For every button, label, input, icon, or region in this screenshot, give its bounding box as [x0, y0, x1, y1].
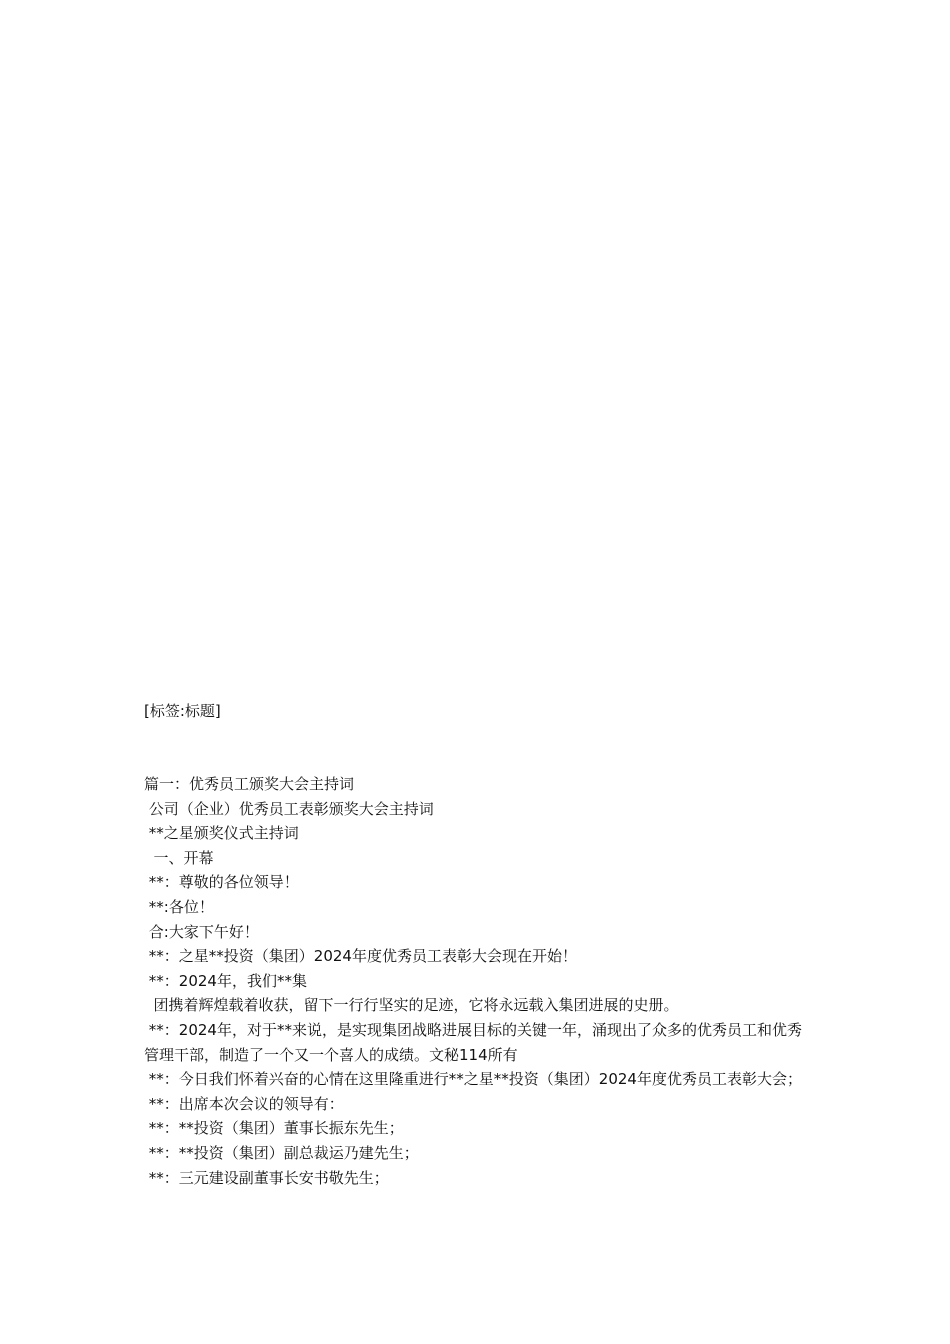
- paragraph: 公司（企业）优秀员工表彰颁奖大会主持词: [144, 799, 434, 818]
- paragraph: **：**投资（集团）副总裁运乃建先生；: [144, 1143, 419, 1162]
- section-heading: 篇一：优秀员工颁奖大会主持词: [144, 775, 355, 793]
- paragraph: **之星颁奖仪式主持词: [144, 824, 299, 843]
- paragraph: 一、开幕: [144, 848, 214, 867]
- paragraph: **：今日我们怀着兴奋的心情在这里隆重进行**之星**投资（集团）2024年度优秀员工表彰大会；: [144, 1070, 802, 1089]
- paragraph: **：2024年，我们**集: [144, 971, 307, 990]
- paragraph: **：三元建设副董事长安书敬先生；: [144, 1168, 389, 1187]
- paragraph: 团携着辉煌载着收获，留下一行行坚实的足迹，它将永远载入集团进展的史册。: [144, 996, 679, 1015]
- paragraph: **：之星**投资（集团）2024年度优秀员工表彰大会现在开始！: [144, 947, 577, 966]
- tag-label: [标签:标题]: [144, 702, 221, 720]
- paragraph: **：尊敬的各位领导！: [144, 873, 299, 892]
- paragraph: **：出席本次会议的领导有：: [144, 1094, 344, 1113]
- paragraph: **:各位！: [144, 897, 214, 916]
- paragraph: 合:大家下午好！: [144, 922, 259, 941]
- paragraph: **：**投资（集团）董事长振东先生；: [144, 1119, 404, 1138]
- document-body: [144, 772, 812, 1190]
- paragraph: **：2024年，对于**来说，是实现集团战略进展目标的关键一年，涌现出了众多的优秀员工和优秀管理干部，制造了一个又一个喜人的成绩。文秘114所有: [144, 1020, 802, 1064]
